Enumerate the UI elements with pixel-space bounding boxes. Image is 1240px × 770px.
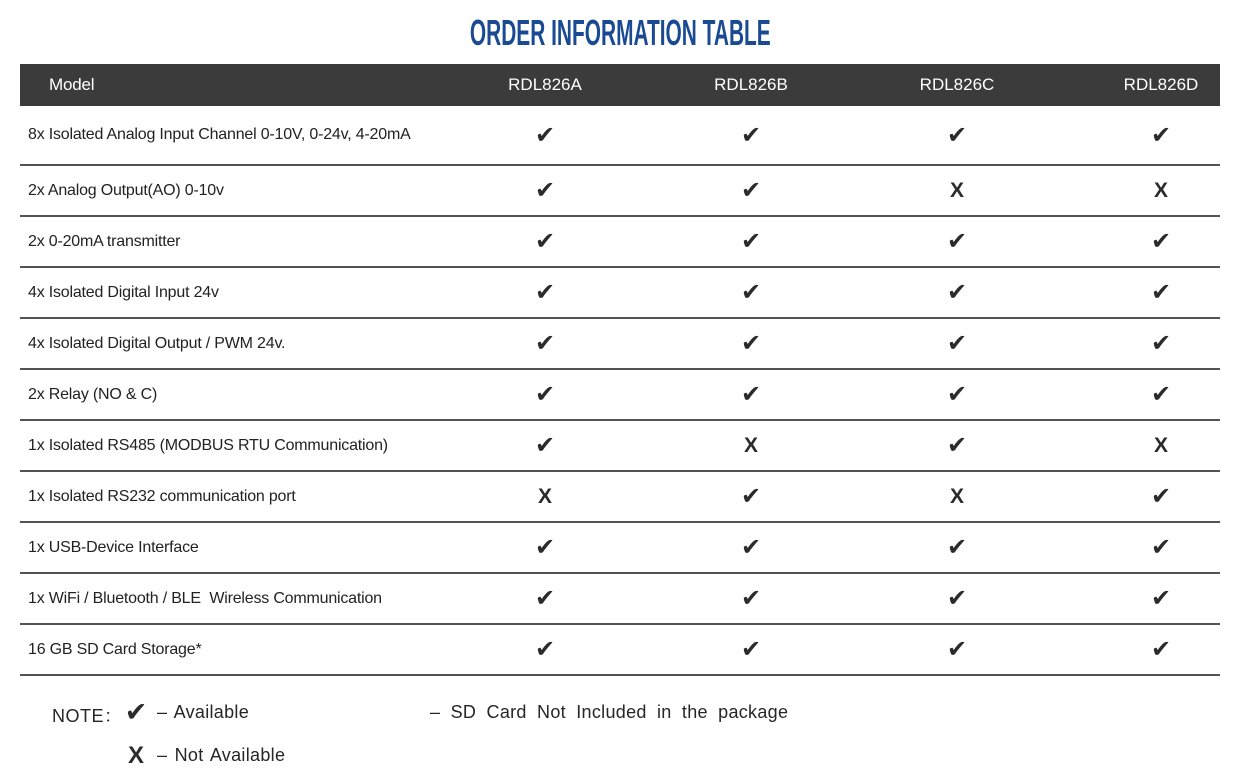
availability-cell	[648, 533, 854, 562]
availability-mark: X	[1153, 433, 1168, 457]
feature-label: 2x 0-20mA transmitter	[28, 232, 181, 250]
availability-cell	[442, 485, 648, 509]
feature-label: 2x Analog Output(AO) 0-10v	[28, 181, 224, 199]
feature-label: 8x Isolated Analog Input Channel 0-10V, 0-24v, 4-20mA	[28, 126, 411, 143]
availability-mark: ✔	[740, 228, 762, 255]
availability-cell	[1060, 434, 1220, 458]
availability-cell	[1060, 635, 1220, 664]
column-header-rdl826d: RDL826D	[1123, 75, 1199, 94]
check-icon: ✔	[124, 697, 148, 727]
availability-cell	[648, 635, 854, 664]
availability-cell	[442, 635, 648, 664]
availability-mark: X	[1153, 178, 1168, 202]
availability-cell	[854, 584, 1060, 613]
feature-label: 1x USB-Device Interface	[28, 538, 199, 556]
model-column-header: Model	[49, 75, 95, 94]
note-legend	[52, 696, 1240, 770]
availability-mark: ✔	[534, 381, 556, 408]
availability-mark: ✔	[740, 534, 762, 561]
availability-mark: ✔	[1150, 585, 1172, 612]
availability-mark: ✔	[946, 432, 968, 459]
availability-cell	[854, 380, 1060, 409]
availability-mark: ✔	[946, 534, 968, 561]
availability-mark: ✔	[534, 636, 556, 663]
cross-icon: X	[127, 742, 144, 769]
availability-cell	[442, 584, 648, 613]
table-row	[20, 319, 1220, 370]
availability-mark: ✔	[740, 330, 762, 357]
availability-cell	[854, 179, 1060, 203]
availability-cell	[648, 482, 854, 511]
availability-cell	[442, 431, 648, 460]
availability-cell	[1060, 584, 1220, 613]
availability-mark: X	[949, 178, 964, 202]
availability-mark: ✔	[946, 279, 968, 306]
availability-mark: X	[949, 484, 964, 508]
feature-label: 1x Isolated RS485 (MODBUS RTU Communication)	[28, 436, 388, 454]
availability-cell	[854, 533, 1060, 562]
availability-cell	[854, 431, 1060, 460]
table-row	[20, 421, 1220, 472]
availability-mark: ✔	[946, 585, 968, 612]
availability-cell	[648, 329, 854, 358]
feature-label: 4x Isolated Digital Output / PWM 24v.	[28, 334, 286, 352]
table-row	[20, 574, 1220, 625]
table-header-row	[20, 64, 1220, 106]
availability-cell	[442, 329, 648, 358]
table-row	[20, 472, 1220, 523]
availability-mark: ✔	[740, 483, 762, 510]
availability-mark: ✔	[1150, 330, 1172, 357]
availability-cell	[648, 227, 854, 256]
availability-mark: ✔	[946, 330, 968, 357]
column-header-rdl826a: RDL826A	[508, 75, 582, 94]
availability-mark: ✔	[740, 279, 762, 306]
availability-mark: X	[537, 484, 552, 508]
sd-card-note-text: – SD Card Not Included in the package	[430, 702, 789, 722]
availability-mark: ✔	[946, 228, 968, 255]
legend-not-available-text: – Not Available	[157, 745, 286, 765]
availability-mark: ✔	[740, 585, 762, 612]
availability-cell	[1060, 482, 1220, 511]
availability-cell	[1060, 380, 1220, 409]
column-header-rdl826c: RDL826C	[919, 75, 995, 94]
availability-cell	[854, 121, 1060, 150]
feature-label: 16 GB SD Card Storage*	[28, 640, 202, 658]
availability-mark: ✔	[946, 121, 968, 149]
availability-cell	[1060, 121, 1220, 150]
availability-cell	[1060, 227, 1220, 256]
availability-cell	[648, 278, 854, 307]
availability-cell	[854, 635, 1060, 664]
availability-cell	[1060, 533, 1220, 562]
availability-cell	[442, 278, 648, 307]
availability-cell	[1060, 179, 1220, 203]
availability-cell	[442, 176, 648, 205]
table-row	[20, 166, 1220, 217]
availability-mark: ✔	[534, 177, 556, 204]
table-body	[20, 106, 1220, 676]
availability-cell	[854, 485, 1060, 509]
availability-mark: ✔	[1150, 121, 1172, 149]
column-header-rdl826b: RDL826B	[714, 75, 788, 94]
availability-mark: ✔	[1150, 636, 1172, 663]
availability-cell	[1060, 278, 1220, 307]
availability-cell	[648, 121, 854, 150]
availability-mark: ✔	[946, 636, 968, 663]
table-row	[20, 268, 1220, 319]
title-wrap	[0, 0, 1240, 56]
availability-cell	[1060, 329, 1220, 358]
availability-mark: ✔	[1150, 534, 1172, 561]
availability-cell	[648, 584, 854, 613]
feature-label: 1x Isolated RS232 communication port	[28, 487, 296, 505]
availability-cell	[854, 227, 1060, 256]
availability-mark: ✔	[946, 381, 968, 408]
feature-label: 1x WiFi / Bluetooth / BLE Wireless Communication	[28, 589, 382, 607]
availability-cell	[648, 176, 854, 205]
availability-mark: ✔	[1150, 381, 1172, 408]
availability-mark: ✔	[740, 636, 762, 663]
availability-mark: X	[743, 433, 758, 457]
availability-cell	[648, 434, 854, 458]
availability-cell	[854, 329, 1060, 358]
table-row	[20, 370, 1220, 421]
availability-cell	[442, 380, 648, 409]
table-row	[20, 523, 1220, 574]
availability-mark: ✔	[1150, 228, 1172, 255]
availability-mark: ✔	[534, 534, 556, 561]
availability-mark: ✔	[534, 121, 556, 149]
note-label: NOTE：	[52, 706, 123, 726]
availability-mark: ✔	[534, 279, 556, 306]
table-row	[20, 217, 1220, 268]
order-information-table	[20, 64, 1220, 676]
availability-cell	[648, 380, 854, 409]
availability-cell	[442, 227, 648, 256]
feature-label: 4x Isolated Digital Input 24v	[28, 283, 219, 301]
availability-mark: ✔	[740, 121, 762, 149]
availability-mark: ✔	[534, 585, 556, 612]
feature-label: 2x Relay (NO & C)	[28, 385, 158, 403]
table-row	[20, 106, 1220, 166]
legend-available-text: – Available	[157, 702, 250, 722]
availability-mark: ✔	[1150, 483, 1172, 510]
availability-cell	[442, 533, 648, 562]
availability-cell	[442, 121, 648, 150]
availability-mark: ✔	[1150, 279, 1172, 306]
availability-mark: ✔	[534, 432, 556, 459]
availability-mark: ✔	[740, 381, 762, 408]
table-row	[20, 625, 1220, 676]
availability-mark: ✔	[740, 177, 762, 204]
availability-cell	[854, 278, 1060, 307]
availability-mark: ✔	[534, 330, 556, 357]
page-title: ORDER INFORMATION TABLE	[469, 12, 771, 53]
availability-mark: ✔	[534, 228, 556, 255]
